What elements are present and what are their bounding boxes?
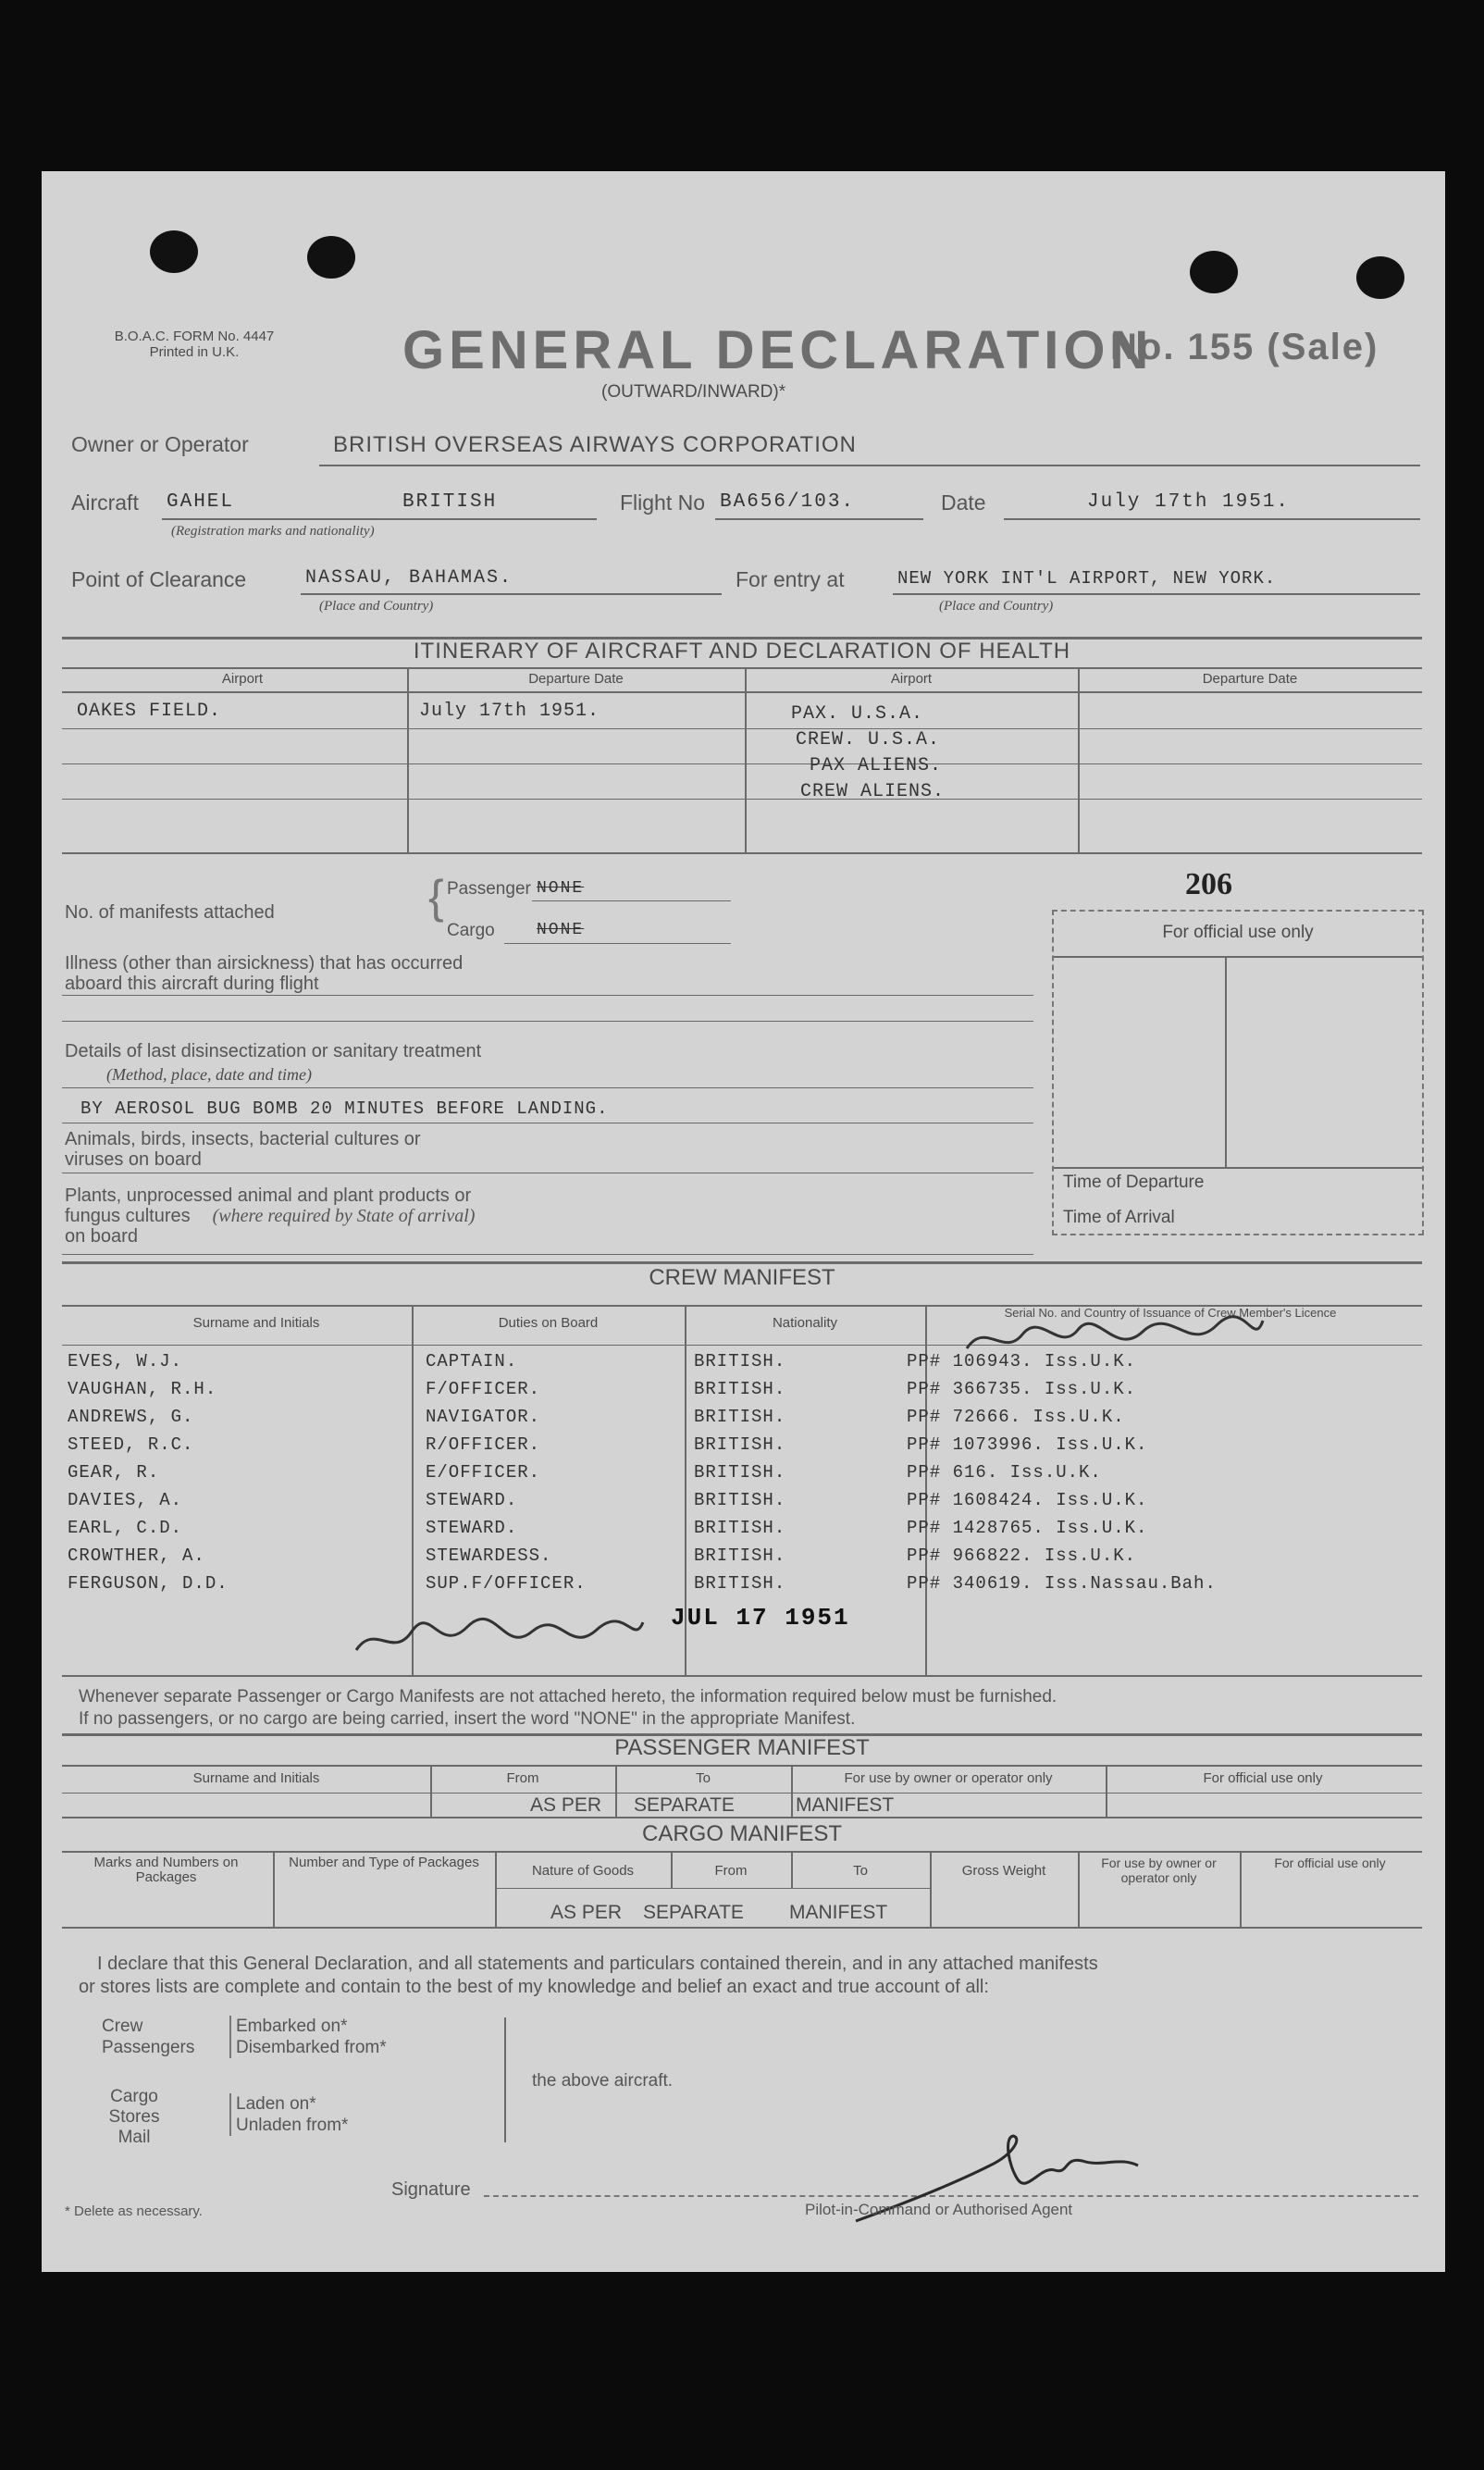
pm-header-from: From xyxy=(506,1770,539,1786)
aircraft-note: (Registration marks and nationality) xyxy=(171,524,375,539)
stores-label: Stores xyxy=(108,2107,160,2127)
notice-line-2: If no passengers, or no cargo are being carried, insert the word "NONE" in the appropriate Manifest. xyxy=(79,1709,856,1729)
crew-licence: PP# 106943. Iss.U.K. xyxy=(907,1351,1137,1372)
plants-note: (where required by State of arrival) xyxy=(212,1206,476,1226)
crew-header-licence: Serial No. and Country of Issuance of Crew Member's Licence xyxy=(1004,1306,1337,1320)
crew-nationality: BRITISH. xyxy=(694,1573,786,1594)
handwritten-signature xyxy=(958,1311,1272,1367)
itinerary-row: CREW. U.S.A. xyxy=(796,729,941,751)
official-number: 206 xyxy=(1185,867,1232,901)
manifests-label: No. of manifests attached xyxy=(65,902,275,923)
pilot-label: Pilot-in-Command or Authorised Agent xyxy=(805,2201,1073,2218)
cm-header-from: From xyxy=(714,1863,748,1879)
animals-label-2: viruses on board xyxy=(65,1149,202,1170)
pm-header-name: Surname and Initials xyxy=(192,1770,320,1786)
crew-header-nationality: Nationality xyxy=(772,1315,838,1331)
crew-duty: R/OFFICER. xyxy=(426,1434,541,1455)
embarked-label: Embarked on* xyxy=(236,2017,348,2036)
animals-label: Animals, birds, insects, bacterial cultures or xyxy=(65,1129,421,1149)
cm-header-official: For official use only xyxy=(1274,1856,1386,1870)
mail-label: Mail xyxy=(117,2128,151,2147)
handwritten-signature xyxy=(347,1604,652,1669)
crew-nationality: BRITISH. xyxy=(694,1518,786,1538)
crew-licence: PP# 340619. Iss.Nassau.Bah. xyxy=(907,1573,1217,1594)
itinerary-row: July 17th 1951. xyxy=(419,701,600,722)
form-title: GENERAL DECLARATION xyxy=(402,320,1154,380)
cargo-decl-label: Cargo xyxy=(110,2087,158,2106)
pm-header-official: For official use only xyxy=(1203,1770,1323,1786)
cm-header-nature: Nature of Goods xyxy=(531,1863,635,1879)
crew-licence: PP# 1428765. Iss.U.K. xyxy=(907,1518,1148,1538)
arrival-time-label: Time of Arrival xyxy=(1063,1208,1175,1227)
passenger-label: Passenger xyxy=(447,879,531,899)
cargo-label: Cargo xyxy=(447,921,495,940)
flight-date: July 17th 1951. xyxy=(1087,491,1291,513)
crew-licence: PP# 616. Iss.U.K. xyxy=(907,1462,1102,1483)
notice-line-1: Whenever separate Passenger or Cargo Manifests are not attached hereto, the information required below must be furnished. xyxy=(79,1687,1057,1707)
date-label: Date xyxy=(941,490,986,515)
printed-note: Printed in U.K. xyxy=(149,344,240,360)
delete-note: * Delete as necessary. xyxy=(65,2203,203,2219)
crew-duty: STEWARD. xyxy=(426,1490,518,1510)
clearance-label: Point of Clearance xyxy=(71,567,247,591)
entry-note: (Place and Country) xyxy=(939,599,1054,614)
crew-licence: PP# 1608424. Iss.U.K. xyxy=(907,1490,1148,1510)
flight-label: Flight No xyxy=(620,490,706,515)
pm-row: SEPARATE xyxy=(634,1794,735,1816)
pm-header-owner: For use by owner or operator only xyxy=(844,1770,1053,1786)
plants-label-2: fungus cultures xyxy=(65,1206,191,1226)
pm-row: MANIFEST xyxy=(796,1794,895,1816)
disinsect-value: BY AEROSOL BUG BOMB 20 MINUTES BEFORE LANDING. xyxy=(80,1098,609,1119)
passenger-manifest-title: PASSENGER MANIFEST xyxy=(614,1735,870,1760)
passenger-count: NONE xyxy=(537,879,585,898)
owner-label: Owner or Operator xyxy=(71,432,249,456)
cm-header-owner: For use by owner or operator only xyxy=(1101,1856,1217,1885)
declaration-form xyxy=(42,171,1445,2272)
punch-hole xyxy=(150,230,198,273)
crew-duty: STEWARDESS. xyxy=(426,1545,552,1566)
date-stamp: JUL 17 1951 xyxy=(671,1604,850,1632)
crew-duty: NAVIGATOR. xyxy=(426,1407,541,1427)
itinerary-header-departure: Departure Date xyxy=(528,671,624,687)
signature-label: Signature xyxy=(391,2179,471,2200)
declaration-line-2: or stores lists are complete and contain to the best of my knowledge and belief an exact and true account of all: xyxy=(79,1977,989,1997)
crew-nationality: BRITISH. xyxy=(694,1434,786,1455)
departure-time-label: Time of Departure xyxy=(1063,1173,1205,1192)
clearance-value: NASSAU, BAHAMAS. xyxy=(305,567,513,589)
brace: { xyxy=(428,871,444,923)
crew-name: FERGUSON, D.D. xyxy=(68,1573,229,1594)
cm-header-weight: Gross Weight xyxy=(961,1863,1046,1879)
illness-label-2: aboard this aircraft during flight xyxy=(65,974,319,994)
crew-name: STEED, R.C. xyxy=(68,1434,194,1455)
entry-label: For entry at xyxy=(736,567,845,591)
crew-licence: PP# 1073996. Iss.U.K. xyxy=(907,1434,1148,1455)
form-id: B.O.A.C. FORM No. 4447 xyxy=(114,329,275,344)
crew-name: ANDREWS, G. xyxy=(68,1407,194,1427)
official-title: For official use only xyxy=(1162,923,1314,942)
punch-hole xyxy=(1356,256,1404,299)
aircraft-nationality: BRITISH xyxy=(402,491,498,513)
cargo-manifest-title: CARGO MANIFEST xyxy=(641,1821,842,1846)
crew-name: GEAR, R. xyxy=(68,1462,160,1483)
itinerary-row: OAKES FIELD. xyxy=(77,701,222,722)
cm-header-to: To xyxy=(853,1863,868,1879)
crew-duty: F/OFFICER. xyxy=(426,1379,541,1399)
official-box xyxy=(1052,910,1424,1235)
itinerary-header-airport-2: Airport xyxy=(890,671,933,687)
crew-label: Crew xyxy=(102,2017,143,2036)
cargo-count: NONE xyxy=(537,921,585,939)
clearance-note: (Place and Country) xyxy=(319,599,434,614)
illness-label: Illness (other than airsickness) that has occurred xyxy=(65,953,464,974)
itinerary-header-airport: Airport xyxy=(221,671,264,687)
itinerary-row: PAX. U.S.A. xyxy=(791,703,924,725)
flight-number: BA656/103. xyxy=(720,491,856,513)
crew-nationality: BRITISH. xyxy=(694,1490,786,1510)
aircraft-label: Aircraft xyxy=(71,490,139,515)
crew-nationality: BRITISH. xyxy=(694,1462,786,1483)
punch-hole xyxy=(307,236,355,279)
disinsect-label: Details of last disinsectization or sanitary treatment xyxy=(65,1041,482,1061)
itinerary-header-departure-2: Departure Date xyxy=(1202,671,1298,687)
crew-header-name: Surname and Initials xyxy=(192,1315,320,1331)
crew-duty: STEWARD. xyxy=(426,1518,518,1538)
owner-value: BRITISH OVERSEAS AIRWAYS CORPORATION xyxy=(333,432,857,457)
crew-name: EVES, W.J. xyxy=(68,1351,183,1372)
crew-nationality: BRITISH. xyxy=(694,1351,786,1372)
crew-licence: PP# 366735. Iss.U.K. xyxy=(907,1379,1137,1399)
cm-header-marks: Marks and Numbers on Packages xyxy=(93,1855,239,1885)
declaration-line-1: I declare that this General Declaration, and all statements and particulars contained therein, and in any attached manifests xyxy=(97,1954,1098,1974)
entry-value: NEW YORK INT'L AIRPORT, NEW YORK. xyxy=(897,568,1277,589)
crew-name: EARL, C.D. xyxy=(68,1518,183,1538)
above-aircraft-label: the above aircraft. xyxy=(532,2071,674,2091)
crew-name: VAUGHAN, R.H. xyxy=(68,1379,217,1399)
unladen-label: Unladen from* xyxy=(236,2116,349,2135)
laden-label: Laden on* xyxy=(236,2094,316,2114)
pm-header-to: To xyxy=(696,1770,711,1786)
plants-label: Plants, unprocessed animal and plant products or xyxy=(65,1185,472,1206)
crew-nationality: BRITISH. xyxy=(694,1379,786,1399)
crew-duty: CAPTAIN. xyxy=(426,1351,518,1372)
cm-row: AS PER xyxy=(550,1902,623,1923)
aircraft-registration: GAHEL xyxy=(167,491,235,513)
crew-name: CROWTHER, A. xyxy=(68,1545,205,1566)
crew-nationality: BRITISH. xyxy=(694,1407,786,1427)
itinerary-title: ITINERARY OF AIRCRAFT AND DECLARATION OF HEALTH xyxy=(413,639,1071,664)
cm-row: MANIFEST xyxy=(789,1902,888,1923)
passengers-label: Passengers xyxy=(102,2038,195,2057)
crew-duty: E/OFFICER. xyxy=(426,1462,541,1483)
itinerary-row: PAX ALIENS. xyxy=(810,755,943,776)
crew-licence: PP# 966822. Iss.U.K. xyxy=(907,1545,1137,1566)
crew-licence: PP# 72666. Iss.U.K. xyxy=(907,1407,1125,1427)
plants-label-3: on board xyxy=(65,1226,138,1247)
crew-duty: SUP.F/OFFICER. xyxy=(426,1573,587,1594)
itinerary-row: CREW ALIENS. xyxy=(800,781,946,802)
disinsect-note: (Method, place, date and time) xyxy=(106,1065,312,1084)
crew-nationality: BRITISH. xyxy=(694,1545,786,1566)
cm-row: SEPARATE xyxy=(643,1902,744,1923)
pm-row: AS PER xyxy=(530,1794,602,1816)
crew-header-duties: Duties on Board xyxy=(498,1315,599,1331)
punch-hole xyxy=(1190,251,1238,293)
form-subtitle: (OUTWARD/INWARD)* xyxy=(601,382,786,402)
crew-name: DAVIES, A. xyxy=(68,1490,183,1510)
form-number: No. 155 (Sale) xyxy=(1110,327,1379,367)
crew-title: CREW MANIFEST xyxy=(649,1265,835,1290)
disembarked-label: Disembarked from* xyxy=(236,2038,387,2057)
cm-header-number: Number and Type of Packages xyxy=(289,1855,479,1870)
